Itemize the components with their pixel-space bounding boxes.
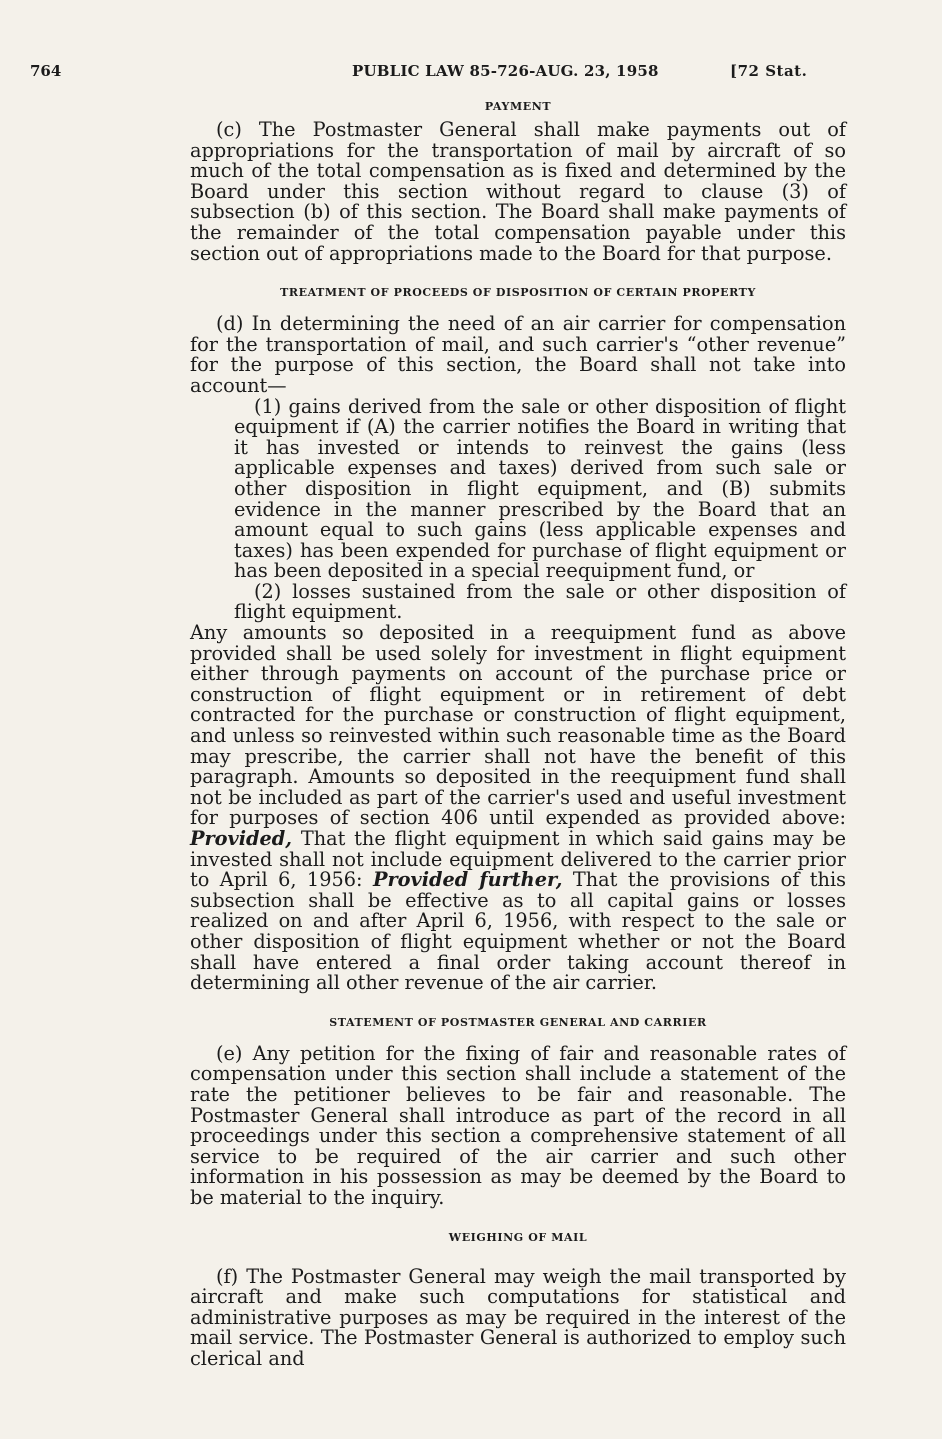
proviso-label-2: Provided further, bbox=[372, 868, 563, 892]
closing-text-3: That the provisions of this subsection shall be effective as to all capital gains or losses realized on and after April 6, 1956, with respect to the sale or other disposition of flight equipment whether or not the Board shall have entered a final order taking account thereof in determining all other revenue of the air carrier. bbox=[190, 868, 847, 995]
paragraph-c: (c) The Postmaster General shall make payments out of appropriations for the transportation of mail by aircraft of so much of the total compensation as is fixed and determined by the Board under this section without regard to clause (3) of subsection (b) of this section. The Board shall make payments of the remainder of the total compensation payable under this section out of appropriations made to the Board for that purpose. bbox=[190, 118, 846, 265]
statute-reference: [72 Stat. bbox=[730, 62, 808, 80]
closing-text-1: Any amounts so deposited in a reequipment fund as above provided shall be used solely for investment in flight equipment either through payments on account of the purchase price or construction of flight equipment or in retirement of debt contracted for the purchase or construction of flight equipment, and unless so reinvested within such reasonable time as the Board may prescribe, the carrier shall not have the benefit of this paragraph. Amounts so deposited in the reequipment fund shall not be included as part of the carrier's used and useful investment for purposes of section 406 until expended as provided above: bbox=[190, 621, 846, 830]
running-head bbox=[30, 62, 850, 86]
closing-text-2: That the flight equipment in which said gains may be invested shall not include equipment delivered to the carrier prior to April 6, 1956: bbox=[190, 827, 846, 892]
law-citation: PUBLIC LAW 85-726-AUG. 23, 1958 bbox=[352, 62, 659, 80]
paragraph-d-intro: (d) In determining the need of an air carrier for compensation for the transportation of mail, and such carrier's “other revenue” for the purpose of this section, the Board shall not take into account— bbox=[190, 312, 846, 397]
section-heading-weighing: WEIGHING OF MAIL bbox=[448, 1230, 588, 1244]
page-number: 764 bbox=[30, 62, 62, 80]
section-heading-treatment: TREATMENT OF PROCEEDS OF DISPOSITION OF CERTAIN PROPERTY bbox=[280, 286, 756, 300]
paragraph-f: (f) The Postmaster General may weigh the mail transported by aircraft and make such computations for statistical and administrative purposes as may be required in the interest of the mail service. The Postmaster General is authorized to employ such clerical and bbox=[190, 1264, 846, 1370]
paragraph-d-item-2: (2) losses sustained from the sale or other disposition of flight equipment. bbox=[234, 579, 846, 624]
paragraph-d-item-1: (1) gains derived from the sale or other disposition of flight equipment if (A) the carrier notifies the Board in writing that it has invested or intends to reinvest the gains (less applicable expenses and taxes) derived from such sale or other disposition in flight equipment, and (B) submits evidence in the manner prescribed by the Board that an amount equal to such gains (less applicable expenses and taxes) has been expended for purchase of flight equipment or has been deposited in a special reequipment fund, or bbox=[234, 394, 846, 583]
section-heading-payment: PAYMENT bbox=[484, 100, 552, 113]
section-heading-statement: STATEMENT OF POSTMASTER GENERAL AND CARRIER bbox=[329, 1015, 707, 1029]
paragraph-d-closing bbox=[190, 623, 846, 994]
paragraph-e: (e) Any petition for the fixing of fair and reasonable rates of compensation under this section shall include a statement of the rate the petitioner believes to be fair and reasonable. The Postmaster General shall introduce as part of the record in all proceedings under this section a comprehensive statement of all service to be required of the air carrier and such other information in his possession as may be deemed by the Board to be material to the inquiry. bbox=[190, 1041, 846, 1209]
proviso-label-1: Provided, bbox=[190, 827, 292, 850]
body-text bbox=[190, 100, 846, 1369]
